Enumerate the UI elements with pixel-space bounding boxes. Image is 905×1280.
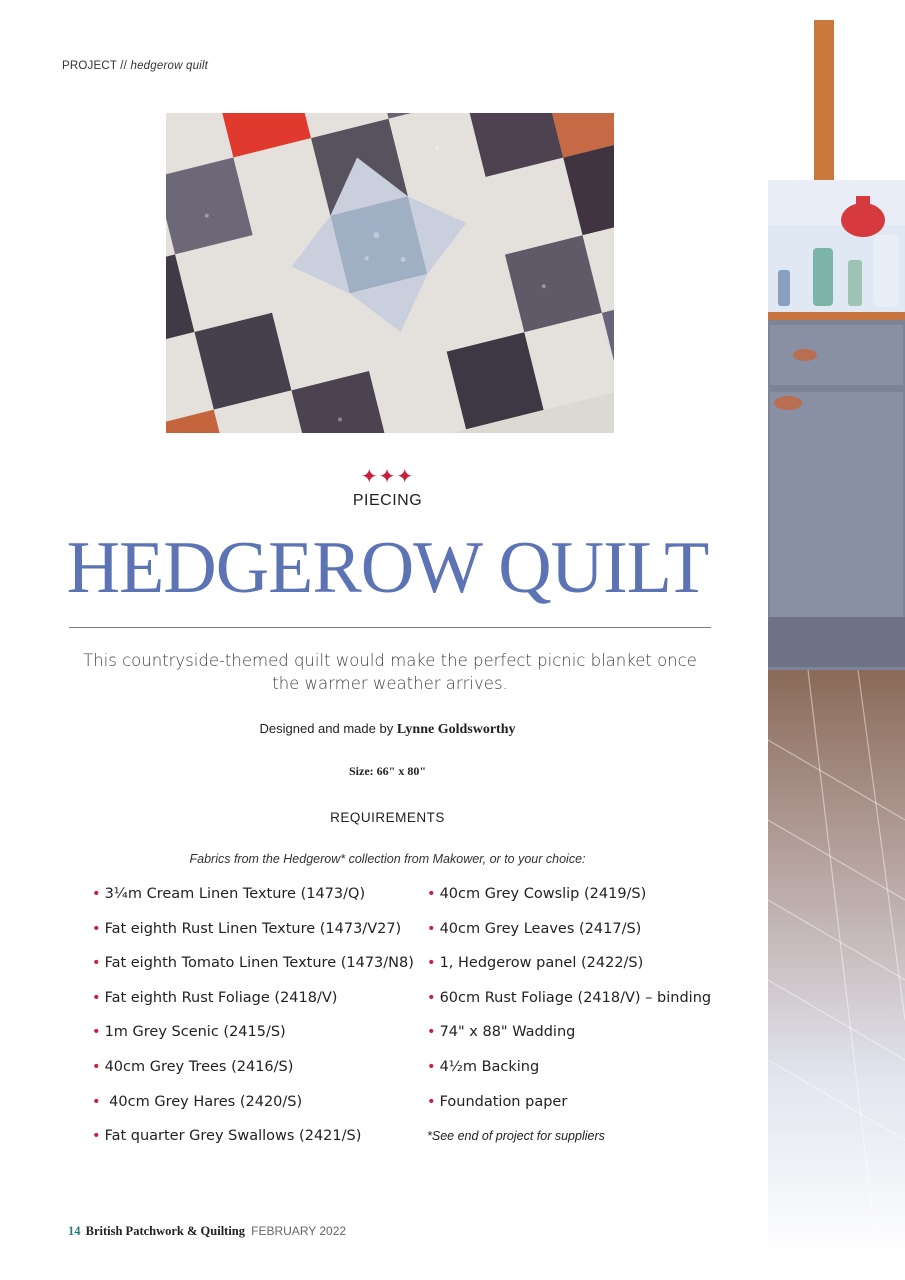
bullet-icon: • — [92, 1128, 101, 1145]
list-item: • 3¼m Cream Linen Texture (1473/Q) — [92, 886, 366, 902]
requirements-list-left — [92, 882, 422, 1159]
list-item: • 40cm Grey Cowslip (2419/S) — [427, 886, 647, 902]
magazine-name: British Patchwork & Quilting — [85, 1224, 246, 1238]
bullet-icon: • — [92, 989, 101, 1006]
list-item: • 4½m Backing — [427, 1058, 540, 1075]
bullet-icon: • — [92, 1058, 101, 1075]
bullet-icon: • — [427, 1024, 436, 1041]
bullet-icon: • — [427, 1093, 436, 1110]
list-item: • 74" x 88" Wadding — [427, 1024, 576, 1041]
list-item: • 60cm Rust Foliage (2418/V) – binding — [427, 989, 712, 1006]
bullet-icon: • — [427, 989, 436, 1006]
bullet-icon: • — [92, 886, 101, 902]
requirements-intro: Fabrics from the Hedgerow* collection from Makower, or to your choice: — [189, 852, 586, 866]
running-header — [62, 60, 208, 72]
byline-prefix: Designed and made by — [259, 721, 394, 736]
list-item: • 40cm Grey Trees (2416/S) — [92, 1058, 294, 1075]
list-item: • Fat eighth Tomato Linen Texture (1473/N8) — [92, 955, 414, 972]
byline — [0, 721, 775, 738]
list-item: • 1m Grey Scenic (2415/S) — [92, 1024, 286, 1041]
issue-date: FEBRUARY 2022 — [251, 1224, 347, 1238]
list-item: • 40cm Grey Hares (2420/S) — [92, 1093, 303, 1110]
page-number: 14 — [68, 1224, 81, 1238]
list-item: • Fat quarter Grey Swallows (2421/S) — [92, 1128, 362, 1145]
bullet-icon: • — [92, 1024, 101, 1041]
list-item: • Foundation paper — [427, 1093, 568, 1110]
author-name: Lynne Goldsworthy — [396, 722, 516, 737]
standfirst: This countryside-themed quilt would make the perfect picnic blanket once the warmer weather arrives. — [83, 651, 697, 693]
list-item: • Fat eighth Rust Foliage (2418/V) — [92, 989, 338, 1006]
requirements-list-right — [427, 882, 757, 1159]
bullet-icon: • — [427, 886, 436, 902]
kitchen-photo — [768, 20, 905, 1260]
section-label: PIECING — [352, 492, 423, 509]
header-kicker: PROJECT // — [62, 60, 128, 72]
list-item: • 1, Hedgerow panel (2422/S) — [427, 955, 644, 972]
bullet-icon: • — [92, 1093, 101, 1110]
suppliers-note: *See end of project for suppliers — [427, 1129, 605, 1144]
bullet-icon: • — [427, 1058, 436, 1075]
requirements-heading: REQUIREMENTS — [330, 810, 445, 825]
quilt-size: Size: 66" x 80" — [349, 764, 426, 778]
difficulty-stars: ✦✦✦ — [360, 464, 415, 488]
page-title: HEDGEROW QUILT — [66, 527, 709, 609]
page-footer — [68, 1224, 346, 1239]
bullet-icon: • — [427, 920, 436, 937]
list-item: • Fat eighth Rust Linen Texture (1473/V27) — [92, 920, 402, 937]
bullet-icon: • — [92, 920, 101, 937]
header-title: hedgerow quilt — [130, 60, 209, 72]
bullet-icon: • — [92, 955, 101, 972]
bullet-icon: • — [427, 955, 436, 972]
quilt-photo — [166, 113, 614, 433]
list-item: • 40cm Grey Leaves (2417/S) — [427, 920, 642, 937]
divider — [69, 627, 711, 628]
